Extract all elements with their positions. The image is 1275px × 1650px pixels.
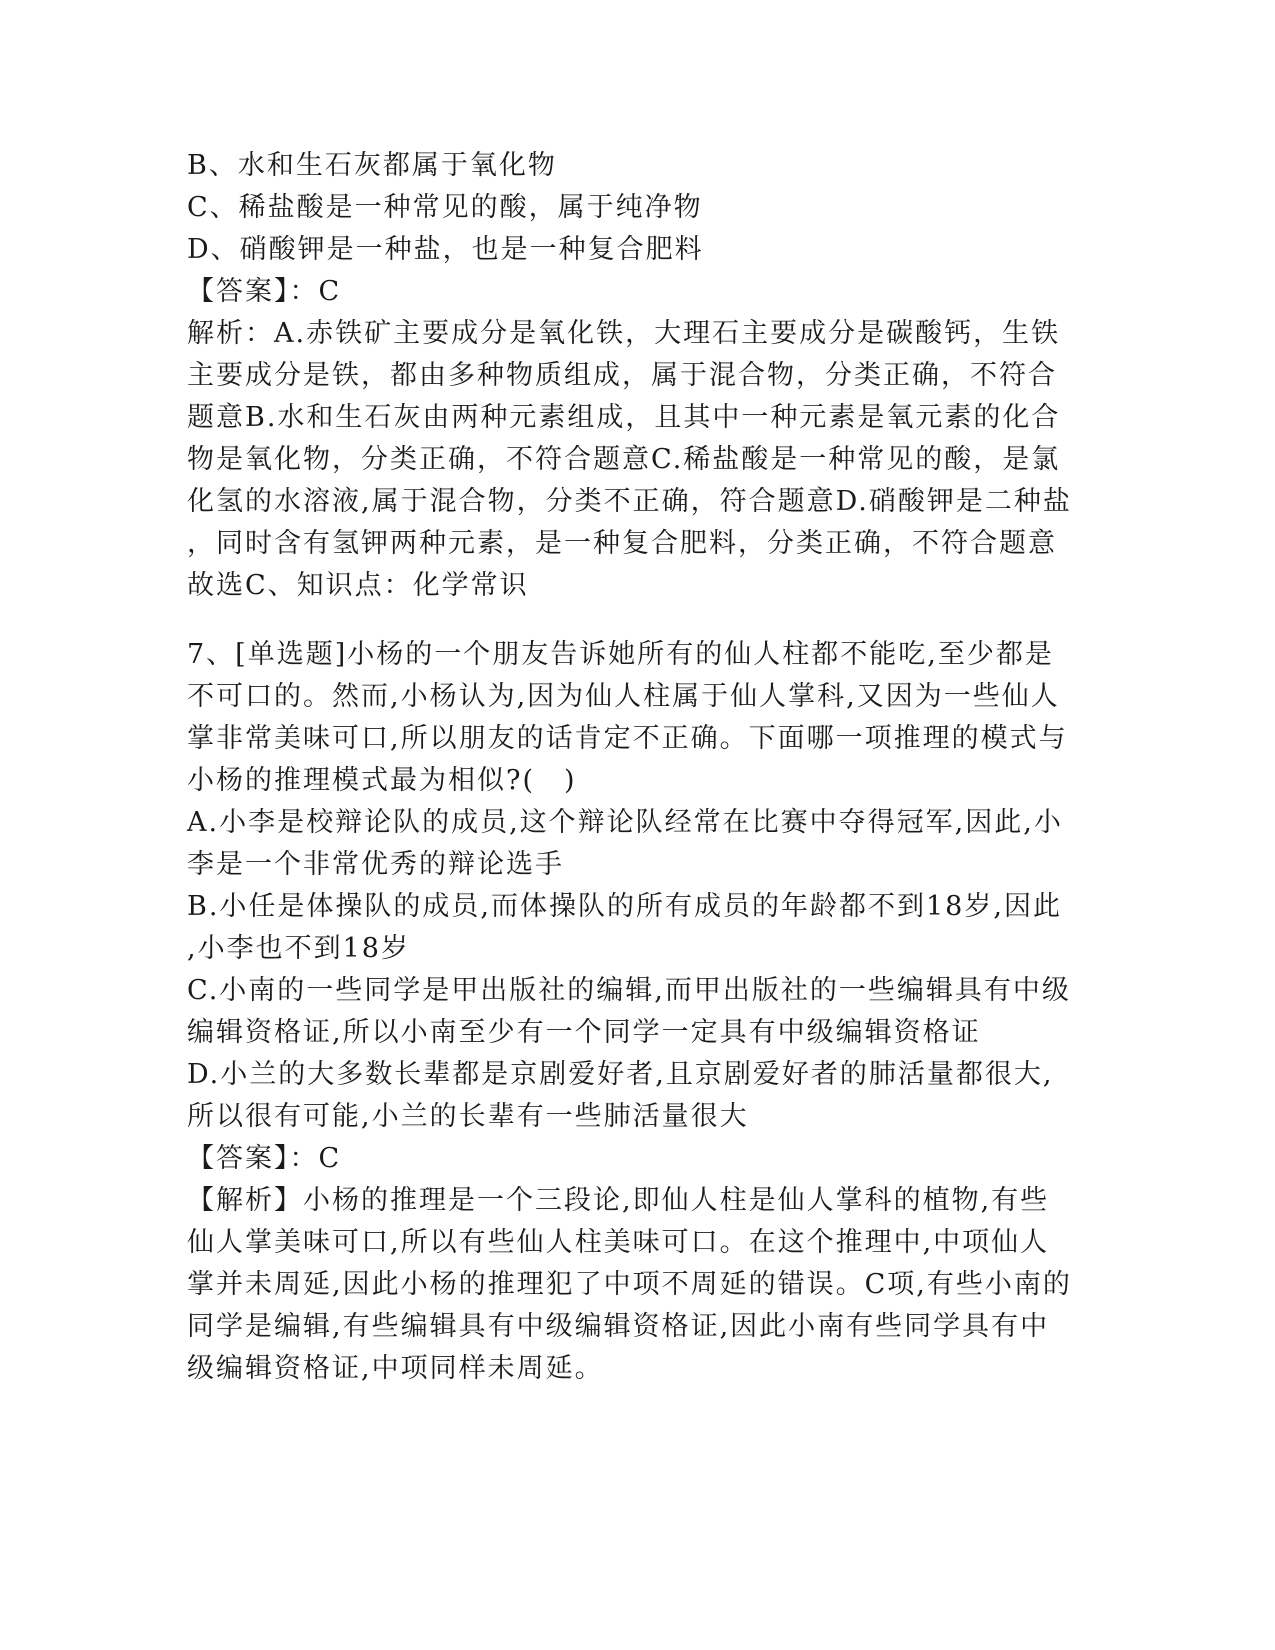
q7-question-line: 掌非常美味可口,所以朋友的话肯定不正确。下面哪一项推理的模式与 [187,723,1068,754]
q6-analysis-line: 化氢的水溶液,属于混合物，分类不正确，符合题意D.硝酸钾是二种盐 [187,486,1072,517]
q7-analysis-line: 级编辑资格证,中项同样未周延。 [187,1353,604,1384]
q7-option-line: 所以很有可能,小兰的长辈有一些肺活量很大 [187,1101,749,1132]
q6-analysis-line: 主要成分是铁，都由多种物质组成，属于混合物，分类正确，不符合 [187,360,1057,391]
q7-option-line: 李是一个非常优秀的辩论选手 [187,849,564,880]
q6-analysis-line: 物是氧化物，分类正确，不符合题意C.稀盐酸是一种常见的酸，是氯 [187,444,1061,475]
q6-answer: 【答案】：C [187,276,342,307]
q6-option-d: D、硝酸钾是一种盐，也是一种复合肥料 [187,234,704,265]
q7-question-line: 不可口的。然而,小杨认为,因为仙人柱属于仙人掌科,又因为一些仙人 [187,681,1060,712]
q6-analysis-line: 故选C、知识点：化学常识 [187,570,529,601]
q7-question-line: 7、[单选题]小杨的一个朋友告诉她所有的仙人柱都不能吃,至少都是 [187,639,1054,670]
q7-answer: 【答案】：C [187,1143,342,1174]
section-gap [187,607,1087,634]
document-page [187,145,1087,1390]
q7-option-line: D.小兰的大多数长辈都是京剧爱好者,且京剧爱好者的肺活量都很大, [187,1059,1054,1090]
q7-analysis-line: 【解析】小杨的推理是一个三段论,即仙人柱是仙人掌科的植物,有些 [187,1185,1050,1216]
q7-option-line: B.小任是体操队的成员,而体操队的所有成员的年龄都不到18岁,因此 [187,891,1062,922]
q7-option-line: ,小李也不到18岁 [187,933,410,964]
q6-analysis-line: 题意B.水和生石灰由两种元素组成，且其中一种元素是氧元素的化合 [187,402,1061,433]
q6-analysis-line: 解析：A.赤铁矿主要成分是氧化铁，大理石主要成分是碳酸钙，生铁 [187,318,1061,349]
q6-analysis-line: ，同时含有氢钾两种元素，是一种复合肥料，分类正确，不符合题意 [187,528,1057,559]
q7-question-line: 小杨的推理模式最为相似?( ) [187,765,577,796]
q6-option-b: B、水和生石灰都属于氧化物 [187,150,557,181]
q7-option-line: C.小南的一些同学是甲出版社的编辑,而甲出版社的一些编辑具有中级 [187,975,1071,1006]
q7-analysis-line: 同学是编辑,有些编辑具有中级编辑资格证,因此小南有些同学具有中 [187,1311,1050,1342]
q7-analysis-line: 掌并未周延,因此小杨的推理犯了中项不周延的错误。C项,有些小南的 [187,1269,1072,1300]
q7-option-line: 编辑资格证,所以小南至少有一个同学一定具有中级编辑资格证 [187,1017,981,1048]
q7-option-line: A.小李是校辩论队的成员,这个辩论队经常在比赛中夺得冠军,因此,小 [187,807,1063,838]
q6-option-c: C、稀盐酸是一种常见的酸，属于纯净物 [187,192,703,223]
q7-analysis-line: 仙人掌美味可口,所以有些仙人柱美味可口。在这个推理中,中项仙人 [187,1227,1050,1258]
